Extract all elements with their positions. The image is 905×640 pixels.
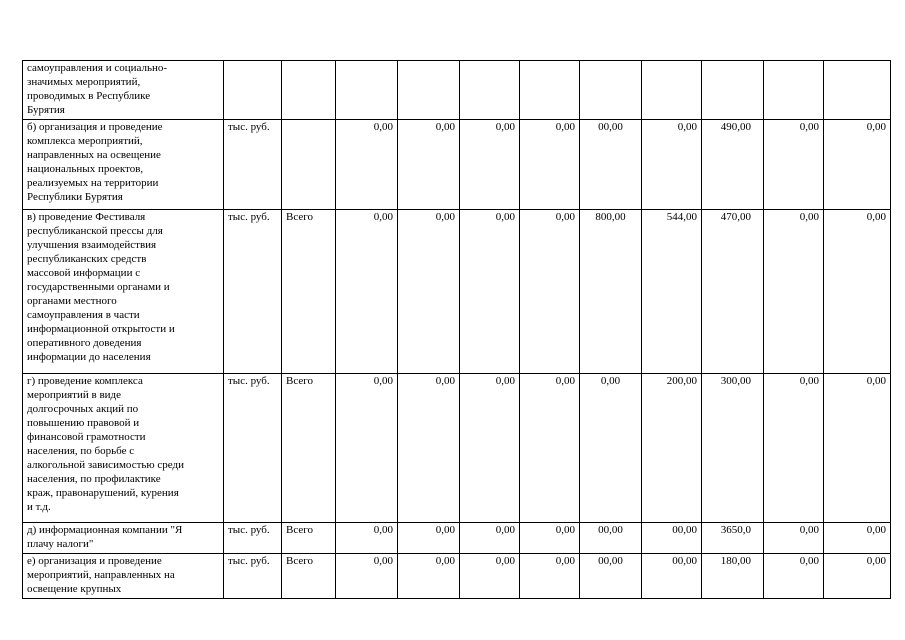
budget-table [22, 60, 891, 599]
unit-cell: тыс. руб. [224, 210, 282, 374]
value-cell: 0,00 [398, 210, 460, 374]
value-cell: 0,00 [398, 523, 460, 554]
value-cell: 0,00 [764, 523, 824, 554]
value-cell: 0,00 [460, 210, 520, 374]
value-cell [460, 61, 520, 120]
value-cell: 0,00 [764, 554, 824, 599]
unit-cell: тыс. руб. [224, 120, 282, 210]
value-cell: 0,00 [764, 374, 824, 523]
table-row [23, 210, 891, 374]
value-cell: 490,00 [702, 120, 764, 210]
funding-source-cell: Всего [282, 374, 336, 523]
table-row [23, 554, 891, 599]
activity-description: е) организация и проведение мероприятий, направленных на освещение крупных [23, 554, 224, 599]
value-cell: 800,00 [580, 210, 642, 374]
value-cell: 180,00 [702, 554, 764, 599]
value-cell: 0,00 [398, 554, 460, 599]
value-cell: 0,00 [520, 523, 580, 554]
value-cell: 0,00 [824, 374, 891, 523]
activity-description: г) проведение комплекса мероприятий в виде долгосрочных акций по повышению правовой и финансовой грамотности населения, по борьбе с алкогольной зависимостью среди населения, по профилактике краж, правонарушений, курения и т.д. [23, 374, 224, 523]
value-cell: 0,00 [336, 523, 398, 554]
unit-cell: тыс. руб. [224, 523, 282, 554]
table-row [23, 523, 891, 554]
value-cell: 0,00 [520, 374, 580, 523]
value-cell: 00,00 [580, 120, 642, 210]
value-cell: 200,00 [642, 374, 702, 523]
value-cell: 0,00 [336, 120, 398, 210]
value-cell: 0,00 [460, 523, 520, 554]
value-cell [398, 61, 460, 120]
value-cell: 00,00 [642, 523, 702, 554]
value-cell: 0,00 [520, 120, 580, 210]
value-cell: 0,00 [824, 120, 891, 210]
value-cell: 0,00 [460, 554, 520, 599]
value-cell: 00,00 [642, 554, 702, 599]
funding-source-cell [282, 61, 336, 120]
table-row [23, 374, 891, 523]
value-cell: 544,00 [642, 210, 702, 374]
value-cell: 0,00 [336, 554, 398, 599]
value-cell: 300,00 [702, 374, 764, 523]
activity-description: самоуправления и социально- значимых мероприятий, проводимых в Республике Бурятия [23, 61, 224, 120]
value-cell: 0,00 [580, 374, 642, 523]
value-cell: 0,00 [460, 120, 520, 210]
value-cell [642, 61, 702, 120]
value-cell [702, 61, 764, 120]
value-cell [520, 61, 580, 120]
value-cell: 0,00 [520, 210, 580, 374]
unit-cell [224, 61, 282, 120]
table-row [23, 120, 891, 210]
value-cell: 00,00 [580, 523, 642, 554]
value-cell: 0,00 [520, 554, 580, 599]
value-cell: 0,00 [824, 523, 891, 554]
table-body [23, 61, 891, 599]
value-cell [336, 61, 398, 120]
value-cell: 470,00 [702, 210, 764, 374]
funding-source-cell: Всего [282, 554, 336, 599]
unit-cell: тыс. руб. [224, 374, 282, 523]
value-cell: 0,00 [398, 120, 460, 210]
value-cell [824, 61, 891, 120]
activity-description: б) организация и проведение комплекса мероприятий, направленных на освещение национальных проектов, реализуемых на территории Республики Бурятия [23, 120, 224, 210]
value-cell: 00,00 [580, 554, 642, 599]
unit-cell: тыс. руб. [224, 554, 282, 599]
value-cell [580, 61, 642, 120]
funding-source-cell: Всего [282, 210, 336, 374]
value-cell: 0,00 [764, 210, 824, 374]
table-row [23, 61, 891, 120]
value-cell: 0,00 [764, 120, 824, 210]
value-cell: 0,00 [824, 210, 891, 374]
value-cell [764, 61, 824, 120]
value-cell: 0,00 [642, 120, 702, 210]
value-cell: 0,00 [336, 374, 398, 523]
value-cell: 0,00 [824, 554, 891, 599]
value-cell: 0,00 [336, 210, 398, 374]
funding-source-cell: Всего [282, 523, 336, 554]
value-cell: 0,00 [398, 374, 460, 523]
value-cell: 0,00 [460, 374, 520, 523]
funding-source-cell [282, 120, 336, 210]
value-cell: 3650,0 [702, 523, 764, 554]
activity-description: д) информационная компании "Я плачу налоги" [23, 523, 224, 554]
activity-description: в) проведение Фестиваля республиканской прессы для улучшения взаимодействия республиканских средств массовой информации с государственными органами и органами местного самоуправления в части информационной открытости и оперативного доведения информации до населения [23, 210, 224, 374]
